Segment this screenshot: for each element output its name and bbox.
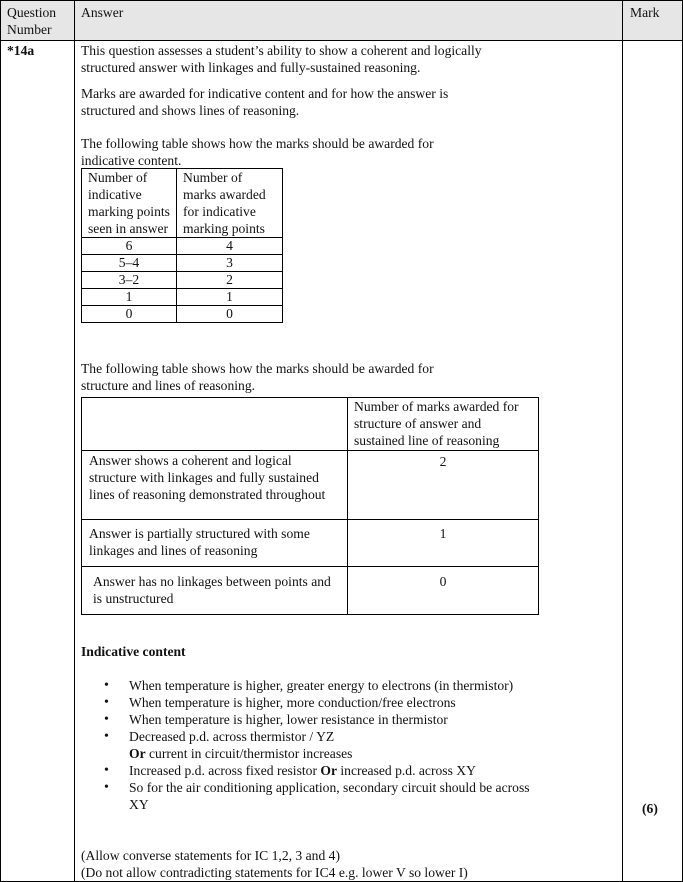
column-divider xyxy=(74,0,75,882)
table-cell: 5–4 xyxy=(82,255,177,272)
indicative-content-list xyxy=(81,677,541,813)
table-cell: Answer has no linkages between points and is unstructured xyxy=(82,567,348,615)
table-row xyxy=(82,567,539,615)
marking-notes xyxy=(81,847,468,881)
or-keyword: Or xyxy=(320,763,337,778)
list-item xyxy=(81,711,541,728)
list-item xyxy=(81,677,541,694)
table-cell: 2 xyxy=(348,451,539,520)
list-item xyxy=(81,762,541,779)
note-line: (Do not allow contradicting statements for IC4 e.g. lower V so lower I) xyxy=(81,865,468,880)
header-answer: Answer xyxy=(81,5,124,20)
table-row xyxy=(82,272,283,289)
header-divider xyxy=(0,40,683,41)
table-cell: Answer is partially structured with some linkages and lines of reasoning xyxy=(82,520,348,567)
table-cell: 0 xyxy=(82,306,177,323)
table-cell: 2 xyxy=(177,272,283,289)
table-cell: 4 xyxy=(177,238,283,255)
question-number: *14a xyxy=(7,43,35,58)
table-row xyxy=(82,520,539,567)
column-divider xyxy=(622,0,623,882)
table-header-row xyxy=(82,169,283,238)
list-item-text: When temperature is higher, more conduction/free electrons xyxy=(129,695,456,710)
total-mark: (6) xyxy=(642,801,658,816)
header-mark: Mark xyxy=(630,5,660,20)
list-item-text: When temperature is higher, lower resistance in thermistor xyxy=(129,712,448,727)
indicative-content-heading: Indicative content xyxy=(81,644,186,659)
table2-caption: The following table shows how the marks should be awarded for structure and lines of reasoning. xyxy=(81,361,434,393)
list-item xyxy=(81,728,541,762)
list-item-text: Decreased p.d. across thermistor / YZ xyxy=(129,729,335,744)
table-cell: Answer shows a coherent and logical structure with linkages and fully sustained lines of reasoning demonstrated throughout xyxy=(82,451,348,520)
table-row xyxy=(82,306,283,323)
table-header-cell xyxy=(82,398,348,451)
list-item-text: So for the air conditioning application, secondary circuit should be across XY xyxy=(129,780,530,812)
list-item xyxy=(81,779,541,813)
table-cell: 6 xyxy=(82,238,177,255)
list-item-text: current in circuit/thermistor increases xyxy=(145,746,353,761)
header-question-number: Question Number xyxy=(7,5,57,37)
table-row xyxy=(82,238,283,255)
indicative-content-marks-table xyxy=(81,168,283,323)
list-item xyxy=(81,694,541,711)
table-header-row xyxy=(82,398,539,451)
table-row xyxy=(82,255,283,272)
table-cell: 1 xyxy=(177,289,283,306)
intro-paragraph: This question assesses a student’s ability to show a coherent and logically structured answer with linkages and fully-sustained reasoning. xyxy=(81,43,482,75)
table-cell: 1 xyxy=(348,520,539,567)
table-header-cell: Number of indicative marking points seen in answer xyxy=(82,169,177,238)
list-item-text: Increased p.d. across fixed resistor xyxy=(129,763,321,778)
table-header-cell: Number of marks awarded for structure of answer and sustained line of reasoning xyxy=(348,398,539,451)
list-item-text: When temperature is higher, greater energy to electrons (in thermistor) xyxy=(129,678,514,693)
table-header-cell: Number of marks awarded for indicative marking points xyxy=(177,169,283,238)
or-keyword: Or xyxy=(129,746,146,761)
table-cell: 0 xyxy=(177,306,283,323)
note-line: (Allow converse statements for IC 1,2, 3 and 4) xyxy=(81,848,340,863)
intro-paragraph: Marks are awarded for indicative content and for how the answer is structured and shows lines of reasoning. xyxy=(81,86,449,118)
table-row xyxy=(82,289,283,306)
table1-caption: The following table shows how the marks should be awarded for indicative content. xyxy=(81,136,434,168)
table-cell: 3 xyxy=(177,255,283,272)
answer-intro xyxy=(81,42,611,169)
table-cell: 1 xyxy=(82,289,177,306)
table-cell: 0 xyxy=(348,567,539,615)
table-cell: 3–2 xyxy=(82,272,177,289)
structure-reasoning-marks-table xyxy=(81,397,539,615)
list-item-text: increased p.d. across XY xyxy=(336,763,476,778)
table-row xyxy=(82,451,539,520)
